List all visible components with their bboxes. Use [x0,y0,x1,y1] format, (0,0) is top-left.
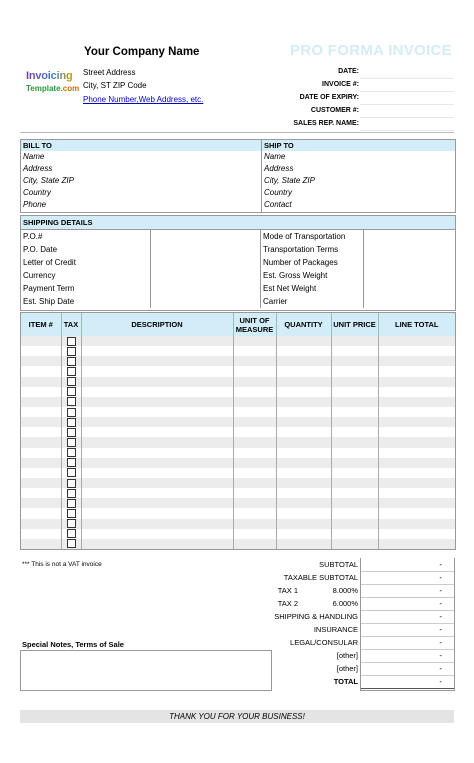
total-value: - [439,625,442,634]
description-cell[interactable] [81,508,233,518]
quantity-cell[interactable] [276,336,331,346]
description-header: DESCRIPTION [81,313,233,336]
unit-price-header: UNIT PRICE [331,313,378,336]
unit-price-cell[interactable] [331,448,378,458]
tax-cell[interactable] [61,458,81,468]
unit-cell[interactable] [233,387,276,397]
unit-price-cell[interactable] [331,346,378,356]
total-value: - [439,586,442,595]
ship-to-city[interactable]: City, State ZIP [264,176,315,185]
table-row [21,519,455,529]
description-cell[interactable] [81,539,233,549]
ship-to-fields [262,151,456,212]
table-row [21,448,455,458]
unit-price-cell[interactable] [331,377,378,387]
unit-price-cell[interactable] [331,478,378,488]
tax-checkbox[interactable] [67,539,76,548]
quantity-header: QUANTITY [276,313,331,336]
description-cell[interactable] [81,478,233,488]
line-total-cell[interactable] [378,488,455,498]
quantity-cell[interactable] [276,488,331,498]
quantity-cell[interactable] [276,498,331,508]
line-total-cell[interactable] [378,377,455,387]
meta-value-field[interactable] [360,130,454,131]
company-street: Street Address [83,68,136,77]
table-row [21,427,455,437]
total-label: LEGAL/CONSULAR [290,638,358,647]
item-number-cell[interactable] [21,508,61,518]
ship-to-address[interactable]: Address [264,164,294,173]
unit-cell[interactable] [233,448,276,458]
description-cell[interactable] [81,387,233,397]
tax-cell[interactable] [61,508,81,518]
tax-checkbox[interactable] [67,499,76,508]
item-number-cell[interactable] [21,346,61,356]
tax-checkbox[interactable] [67,347,76,356]
letter-of-credit-label: Letter of Credit [23,258,76,267]
item-number-cell[interactable] [21,356,61,366]
quantity-cell[interactable] [276,529,331,539]
payment-term-label: Payment Term [23,284,75,293]
total-label: SHIPPING & HANDLING [274,612,358,621]
unit-cell[interactable] [233,519,276,529]
vat-note: *** This is not a VAT invoice [22,561,102,568]
unit-of-measure-header: UNIT OF MEASURE [233,313,276,336]
quantity-cell[interactable] [276,387,331,397]
table-row [21,346,455,356]
total-label: TOTAL [333,677,358,686]
quantity-cell[interactable] [276,519,331,529]
line-total-cell[interactable] [378,508,455,518]
item-number-cell[interactable] [21,417,61,427]
tax-cell[interactable] [61,366,81,376]
tax-cell[interactable] [61,468,81,478]
tax-cell[interactable] [61,346,81,356]
company-logo [24,70,80,98]
unit-cell[interactable] [233,488,276,498]
unit-cell[interactable] [233,346,276,356]
notes-box[interactable] [20,650,272,691]
tax-cell[interactable] [61,377,81,387]
meta-value-field[interactable] [360,117,454,118]
table-row [21,498,455,508]
total-value: - [439,664,442,673]
tax-checkbox[interactable] [67,519,76,528]
tax-checkbox[interactable] [67,418,76,427]
unit-price-cell[interactable] [331,508,378,518]
description-cell[interactable] [81,427,233,437]
currency-label: Currency [23,271,56,280]
table-row [21,529,455,539]
unit-price-cell[interactable] [331,468,378,478]
meta-value-field[interactable] [360,104,454,105]
unit-price-cell[interactable] [331,529,378,539]
tax-cell[interactable] [61,356,81,366]
shipping-details-header: SHIPPING DETAILS [21,216,455,230]
item-number-header: ITEM # [21,313,61,336]
line-total-cell[interactable] [378,336,455,346]
item-number-cell[interactable] [21,488,61,498]
tax-cell[interactable] [61,407,81,417]
quantity-cell[interactable] [276,356,331,366]
sales-rep-label: SALES REP. NAME: [293,120,359,127]
quantity-cell[interactable] [276,366,331,376]
bill-to-fields [21,151,262,212]
unit-price-cell[interactable] [331,387,378,397]
tax-rate[interactable]: 6.000% [332,599,358,608]
shipping-left-labels [21,230,151,308]
description-cell[interactable] [81,519,233,529]
quantity-cell[interactable] [276,437,331,447]
description-cell[interactable] [81,468,233,478]
line-total-cell[interactable] [378,427,455,437]
unit-price-cell[interactable] [331,539,378,549]
gross-weight-label: Est. Gross Weight [263,271,328,280]
quantity-cell[interactable] [276,346,331,356]
unit-price-cell[interactable] [331,458,378,468]
unit-price-cell[interactable] [331,366,378,376]
line-total-cell[interactable] [378,417,455,427]
line-total-cell[interactable] [378,529,455,539]
packages-label: Number of Packages [263,258,338,267]
meta-value-field[interactable] [360,91,454,92]
quantity-cell[interactable] [276,377,331,387]
shipping-right-values[interactable] [364,230,456,308]
total-label: TAX 2 [277,599,298,608]
tax-cell[interactable] [61,519,81,529]
description-cell[interactable] [81,498,233,508]
unit-cell[interactable] [233,336,276,346]
item-number-cell[interactable] [21,458,61,468]
item-number-cell[interactable] [21,519,61,529]
total-value: - [439,612,442,621]
line-total-cell[interactable] [378,346,455,356]
bill-to-name[interactable]: Name [23,152,45,161]
total-value: - [439,638,442,647]
line-total-cell[interactable] [378,519,455,529]
total-label: TAX 1 [277,586,298,595]
customer-number-label: CUSTOMER #: [310,107,359,114]
table-row [21,539,455,549]
table-row [21,356,455,366]
company-city: City, ST ZIP Code [83,81,147,90]
table-row [21,407,455,417]
tax-checkbox[interactable] [67,468,76,477]
line-items-body [21,336,455,549]
date-label: DATE: [338,68,359,75]
tax-checkbox[interactable] [67,397,76,406]
tax-checkbox[interactable] [67,367,76,376]
tax-cell[interactable] [61,529,81,539]
bill-to-address[interactable]: Address [23,164,53,173]
table-row [21,397,455,407]
totals-column-border [360,558,455,691]
tax-checkbox[interactable] [67,479,76,488]
unit-cell[interactable] [233,407,276,417]
table-row [21,336,455,346]
tax-cell[interactable] [61,417,81,427]
est-ship-date-label: Est. Ship Date [23,297,75,306]
tax-checkbox[interactable] [67,357,76,366]
logo-subtext: Template.com [26,84,80,93]
unit-price-cell[interactable] [331,427,378,437]
tax-checkbox[interactable] [67,489,76,498]
table-row [21,508,455,518]
unit-cell[interactable] [233,508,276,518]
unit-price-cell[interactable] [331,397,378,407]
quantity-cell[interactable] [276,478,331,488]
item-number-cell[interactable] [21,336,61,346]
item-number-cell[interactable] [21,448,61,458]
bill-to-country[interactable]: Country [23,188,52,197]
item-number-cell[interactable] [21,468,61,478]
item-number-cell[interactable] [21,427,61,437]
line-total-cell[interactable] [378,458,455,468]
unit-price-cell[interactable] [331,498,378,508]
line-total-cell[interactable] [378,407,455,417]
item-number-cell[interactable] [21,366,61,376]
total-label: SUBTOTAL [319,560,358,569]
table-row [21,387,455,397]
item-number-cell[interactable] [21,377,61,387]
tax-checkbox[interactable] [67,529,76,538]
net-weight-label: Est Net Weight [263,284,317,293]
po-date-label: P.O. Date [23,245,58,254]
description-cell[interactable] [81,397,233,407]
table-row [21,377,455,387]
item-number-cell[interactable] [21,437,61,447]
tax-checkbox[interactable] [67,337,76,346]
line-items-table [20,312,456,550]
tax-cell[interactable] [61,448,81,458]
description-cell[interactable] [81,417,233,427]
tax-checkbox[interactable] [67,377,76,386]
table-row [21,488,455,498]
thank-you-banner: THANK YOU FOR YOUR BUSINESS! [20,710,454,723]
description-cell[interactable] [81,437,233,447]
item-number-cell[interactable] [21,529,61,539]
description-cell[interactable] [81,529,233,539]
tax-checkbox[interactable] [67,387,76,396]
shipping-right-labels [261,230,364,308]
quantity-cell[interactable] [276,468,331,478]
unit-price-cell[interactable] [331,437,378,447]
item-number-cell[interactable] [21,498,61,508]
header-divider [20,132,454,133]
total-label: [other] [336,664,358,673]
total-value: - [439,573,442,582]
line-total-cell[interactable] [378,478,455,488]
expiry-date-label: DATE OF EXPIRY: [299,94,359,101]
description-cell[interactable] [81,346,233,356]
item-number-cell[interactable] [21,539,61,549]
tax-cell[interactable] [61,498,81,508]
quantity-cell[interactable] [276,508,331,518]
ship-to-header: SHIP TO [264,141,294,150]
description-cell[interactable] [81,366,233,376]
description-cell[interactable] [81,356,233,366]
tax-cell[interactable] [61,397,81,407]
invoice-title: PRO FORMA INVOICE [289,42,452,59]
invoice-number-label: INVOICE #: [322,81,359,88]
line-total-cell[interactable] [378,397,455,407]
quantity-cell[interactable] [276,448,331,458]
tax-checkbox[interactable] [67,448,76,457]
table-row [21,366,455,376]
quantity-cell[interactable] [276,407,331,417]
unit-cell[interactable] [233,498,276,508]
line-total-cell[interactable] [378,366,455,376]
company-name: Your Company Name [84,46,200,58]
line-total-cell[interactable] [378,498,455,508]
unit-cell[interactable] [233,529,276,539]
unit-price-cell[interactable] [331,488,378,498]
item-number-cell[interactable] [21,478,61,488]
description-cell[interactable] [81,336,233,346]
unit-cell[interactable] [233,377,276,387]
unit-cell[interactable] [233,397,276,407]
table-row [21,478,455,488]
tax-cell[interactable] [61,488,81,498]
line-total-cell[interactable] [378,468,455,478]
line-total-cell[interactable] [378,387,455,397]
quantity-cell[interactable] [276,539,331,549]
table-row [21,468,455,478]
unit-price-cell[interactable] [331,519,378,529]
tax-cell[interactable] [61,387,81,397]
item-number-cell[interactable] [21,397,61,407]
tax-cell[interactable] [61,336,81,346]
tax-cell[interactable] [61,539,81,549]
notes-label: Special Notes, Terms of Sale [22,640,124,649]
ship-to-country[interactable]: Country [264,188,293,197]
total-label: [other] [336,651,358,660]
shipping-details-section [20,215,456,311]
tax-cell[interactable] [61,427,81,437]
transport-mode-label: Mode of Transportation [263,232,346,241]
total-value: - [439,677,442,686]
total-value: - [439,560,442,569]
description-cell[interactable] [81,448,233,458]
item-number-cell[interactable] [21,407,61,417]
unit-cell[interactable] [233,468,276,478]
description-cell[interactable] [81,377,233,387]
unit-price-cell[interactable] [331,336,378,346]
tax-checkbox[interactable] [67,458,76,467]
unit-price-cell[interactable] [331,356,378,366]
table-row [21,417,455,427]
total-value: - [439,651,442,660]
quantity-cell[interactable] [276,427,331,437]
item-number-cell[interactable] [21,387,61,397]
po-number-label: P.O.# [23,232,43,241]
bill-to-header: BILL TO [21,140,262,151]
line-total-cell[interactable] [378,448,455,458]
quantity-cell[interactable] [276,417,331,427]
unit-price-cell[interactable] [331,417,378,427]
meta-value-field[interactable] [360,78,454,79]
quantity-cell[interactable] [276,458,331,468]
line-total-cell[interactable] [378,539,455,549]
unit-cell[interactable] [233,478,276,488]
tax-checkbox[interactable] [67,428,76,437]
table-row [21,458,455,468]
tax-checkbox[interactable] [67,438,76,447]
unit-price-cell[interactable] [331,407,378,417]
table-row [21,437,455,447]
description-cell[interactable] [81,407,233,417]
bill-to-phone[interactable]: Phone [23,200,47,209]
tax-checkbox[interactable] [67,509,76,518]
company-contact-link[interactable]: Phone Number,Web Address, etc. [83,95,204,104]
quantity-cell[interactable] [276,397,331,407]
tax-checkbox[interactable] [67,408,76,417]
tax-cell[interactable] [61,437,81,447]
total-label: INSURANCE [313,625,358,634]
tax-rate[interactable]: 8.000% [332,586,358,595]
logo-text: Invoicing [26,70,73,82]
unit-cell[interactable] [233,458,276,468]
line-total-cell[interactable] [378,437,455,447]
address-section [20,139,456,213]
line-total-header: LINE TOTAL [378,313,455,336]
unit-cell[interactable] [233,539,276,549]
unit-cell[interactable] [233,427,276,437]
unit-cell[interactable] [233,417,276,427]
ship-to-contact[interactable]: Contact [264,200,292,209]
unit-cell[interactable] [233,437,276,447]
ship-to-name[interactable]: Name [264,152,286,161]
unit-cell[interactable] [233,356,276,366]
description-cell[interactable] [81,458,233,468]
shipping-left-values[interactable] [151,230,261,308]
unit-cell[interactable] [233,366,276,376]
total-label: TAXABLE SUBTOTAL [283,573,358,582]
tax-cell[interactable] [61,478,81,488]
tax-header: TAX [61,313,81,336]
carrier-label: Carrier [263,297,288,306]
bill-to-city[interactable]: City, State ZIP [23,176,74,185]
line-total-cell[interactable] [378,356,455,366]
total-value: - [439,599,442,608]
description-cell[interactable] [81,488,233,498]
transport-terms-label: Transportation Terms [263,245,339,254]
